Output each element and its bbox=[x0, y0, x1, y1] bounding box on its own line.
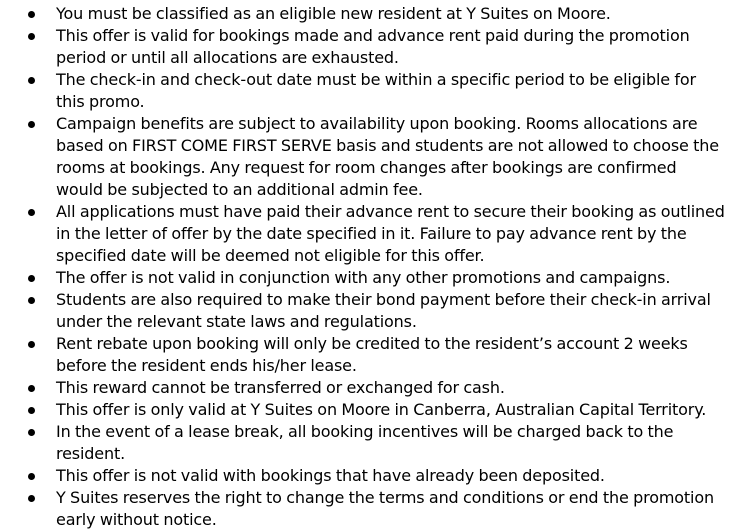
term-text: The check-in and check-out date must be within a specific period to be eligible for this promo. bbox=[56, 70, 696, 111]
list-item bbox=[0, 399, 733, 421]
bullet-icon bbox=[28, 473, 35, 480]
list-item bbox=[0, 377, 733, 399]
term-text: This reward cannot be transferred or exchanged for cash. bbox=[56, 378, 505, 397]
list-item bbox=[0, 69, 733, 113]
list-item bbox=[0, 25, 733, 69]
bullet-icon bbox=[28, 297, 35, 304]
list-item bbox=[0, 421, 733, 465]
bullet-icon bbox=[28, 495, 35, 502]
bullet-icon bbox=[28, 121, 35, 128]
list-item bbox=[0, 3, 733, 25]
list-item bbox=[0, 333, 733, 377]
term-text: Y Suites reserves the right to change the terms and conditions or end the promotion early without notice. bbox=[56, 488, 714, 529]
list-item bbox=[0, 289, 733, 333]
list-item bbox=[0, 487, 733, 531]
bullet-icon bbox=[28, 429, 35, 436]
term-text: The offer is not valid in conjunction with any other promotions and campaigns. bbox=[56, 268, 671, 287]
list-item bbox=[0, 113, 733, 201]
term-text: Rent rebate upon booking will only be credited to the resident’s account 2 weeks before the resident ends his/her lease. bbox=[56, 334, 688, 375]
bullet-icon bbox=[28, 275, 35, 282]
term-text: In the event of a lease break, all booking incentives will be charged back to the resident. bbox=[56, 422, 674, 463]
bullet-icon bbox=[28, 11, 35, 18]
term-text: This offer is only valid at Y Suites on Moore in Canberra, Australian Capital Territory. bbox=[56, 400, 707, 419]
list-item bbox=[0, 465, 733, 487]
bullet-icon bbox=[28, 77, 35, 84]
term-text: This offer is not valid with bookings that have already been deposited. bbox=[56, 466, 605, 485]
terms-and-conditions-list bbox=[0, 3, 733, 531]
list-item bbox=[0, 201, 733, 267]
bullet-icon bbox=[28, 341, 35, 348]
bullet-icon bbox=[28, 33, 35, 40]
bullet-icon bbox=[28, 385, 35, 392]
bullet-icon bbox=[28, 407, 35, 414]
term-text: You must be classified as an eligible new resident at Y Suites on Moore. bbox=[56, 4, 611, 23]
term-text: Campaign benefits are subject to availability upon booking. Rooms allocations are based on FIRST COME FIRST SERVE basis and students are not allowed to choose the rooms at bookings. Any request for room changes after bookings are confirmed would be subjected to an additional admin fee. bbox=[56, 114, 719, 199]
term-text: Students are also required to make their bond payment before their check-in arrival under the relevant state laws and regulations. bbox=[56, 290, 711, 331]
term-text: All applications must have paid their advance rent to secure their booking as outlined in the letter of offer by the date specified in it. Failure to pay advance rent by the specified date will be deemed not eligible for this offer. bbox=[56, 202, 725, 265]
term-text: This offer is valid for bookings made and advance rent paid during the promotion period or until all allocations are exhausted. bbox=[56, 26, 690, 67]
list-item bbox=[0, 267, 733, 289]
bullet-icon bbox=[28, 209, 35, 216]
